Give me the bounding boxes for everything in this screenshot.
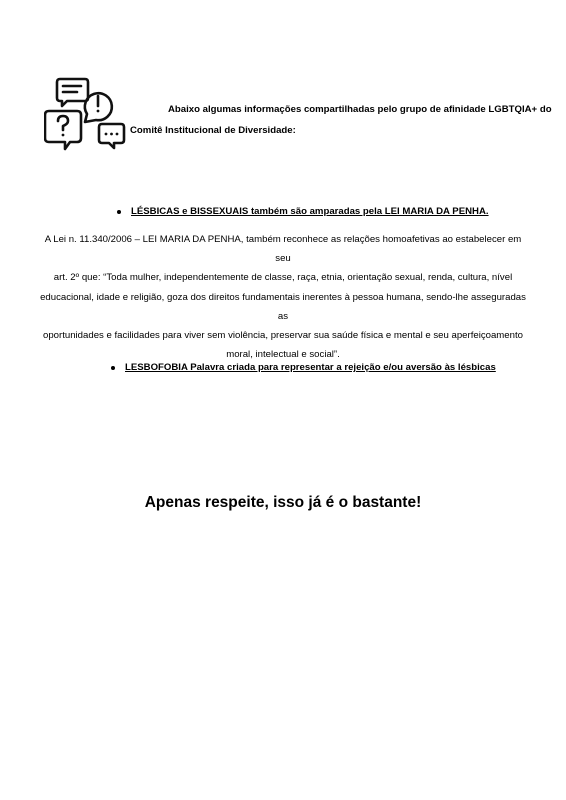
law-line: educacional, idade e religião, goza dos direitos fundamentais inerentes à pessoa humana, sendo-lhe asseguradas as — [40, 291, 526, 322]
bullet-item-lesbofobia — [111, 362, 496, 373]
bullet-heading: LÉSBICAS e BISSEXUAIS também são amparadas pela LEI MARIA DA PENHA. — [131, 206, 489, 217]
law-line: A Lei n. 11.340/2006 – LEI MARIA DA PENHA, também reconhece as relações homoafetivas ao estabelecer em seu — [44, 234, 522, 265]
intro-text-line-2: Comitê Institucional de Diversidade: — [130, 125, 296, 136]
bullet-icon — [117, 210, 121, 214]
closing-message: Apenas respeite, isso já é o bastante! — [144, 494, 422, 511]
intro-text-line-1: Abaixo algumas informações compartilhadas pelo grupo de afinidade LGBTQIA+ do — [168, 104, 552, 115]
law-line: moral, intelectual e social”. — [226, 349, 340, 361]
bullet-icon — [111, 366, 115, 370]
chat-bubbles-icon — [44, 76, 126, 152]
bullet-item-lei-maria-da-penha — [117, 206, 489, 217]
law-paragraph — [36, 230, 530, 364]
law-line: oportunidades e facilidades para viver sem violência, preservar sua saúde física e mental e seu aperfeiçoamento — [43, 330, 523, 342]
bullet-heading: LESBOFOBIA Palavra criada para representar a rejeição e/ou aversão às lésbicas — [125, 362, 496, 373]
law-line: art. 2º que: “Toda mulher, independentemente de classe, raça, etnia, orientação sexual, renda, cultura, nível — [53, 272, 513, 284]
